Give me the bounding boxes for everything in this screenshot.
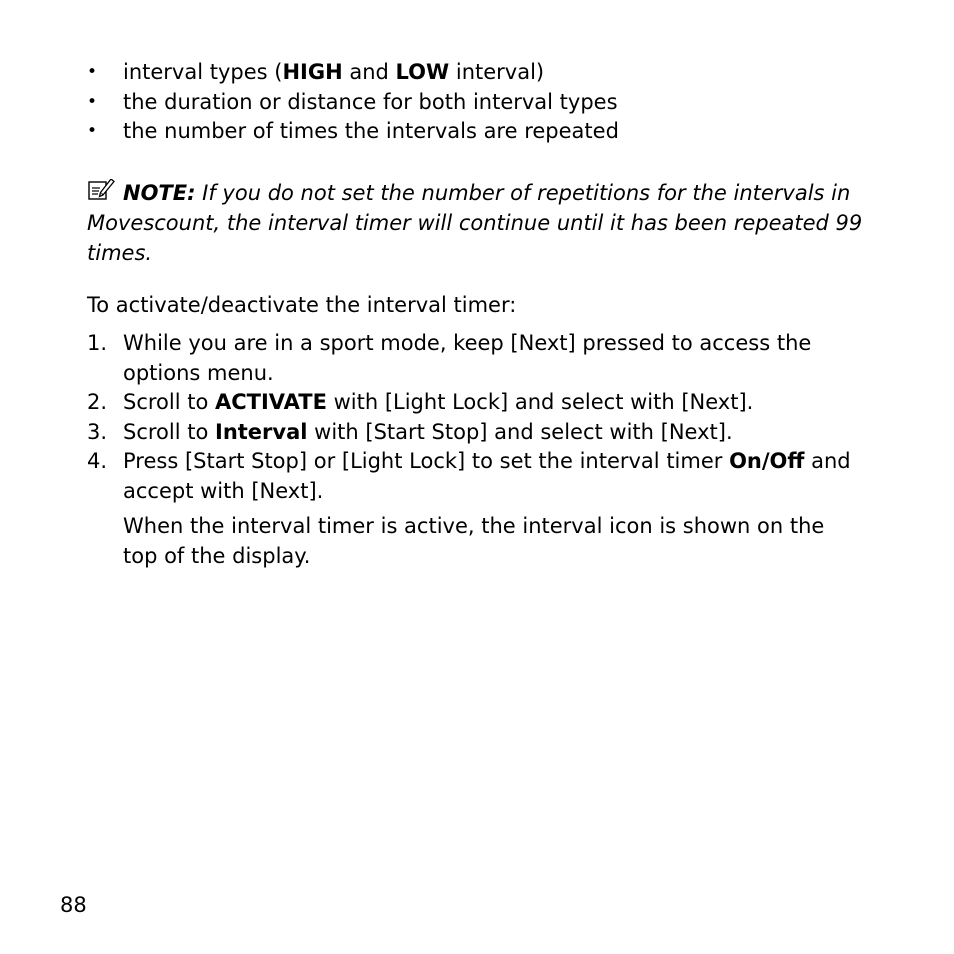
on-off-keyword: On/Off bbox=[729, 449, 805, 473]
note-pencil-icon bbox=[87, 179, 117, 201]
note-label: NOTE: bbox=[123, 181, 196, 205]
list-item-text: interval) bbox=[449, 60, 545, 84]
note-text: If you do not set the number of repetitions for the intervals in Movescount, the interval timer will continue until it has been repeated 99 times. bbox=[87, 181, 863, 265]
note-paragraph bbox=[87, 178, 877, 268]
step-text: with [Start Stop] and select with [Next]. bbox=[307, 419, 733, 444]
step-item bbox=[87, 329, 877, 388]
step-item bbox=[87, 418, 877, 448]
step-item bbox=[87, 388, 877, 418]
bullet-marker: • bbox=[87, 91, 98, 112]
list-item bbox=[87, 58, 887, 88]
list-item-text: the number of times the intervals are repeated bbox=[123, 119, 619, 143]
step-number: 4. bbox=[87, 449, 108, 473]
step-text: and accept with [Next]. bbox=[123, 449, 851, 503]
step-text: Press [Start Stop] or [Light Lock] to set the interval timer bbox=[123, 449, 730, 473]
list-item-text: and bbox=[342, 60, 396, 84]
bullet-marker: • bbox=[87, 62, 98, 82]
list-item-text: interval types ( bbox=[123, 60, 283, 84]
high-keyword: HIGH bbox=[282, 60, 343, 84]
interval-keyword: Interval bbox=[215, 419, 308, 444]
bullet-marker: • bbox=[87, 121, 98, 141]
steps-list bbox=[87, 329, 877, 506]
page-number: 88 bbox=[60, 893, 87, 917]
instructions-intro: To activate/deactivate the interval timer: bbox=[87, 293, 517, 317]
list-item bbox=[87, 88, 887, 118]
step-number: 1. bbox=[87, 331, 108, 355]
step-text: Scroll to bbox=[123, 390, 215, 414]
interval-settings-list bbox=[87, 58, 887, 147]
step-item bbox=[87, 447, 877, 506]
step-text: with [Light Lock] and select with [Next]. bbox=[326, 390, 754, 414]
step-number: 2. bbox=[87, 390, 108, 414]
step-text: Scroll to bbox=[123, 419, 215, 444]
list-item-text: the duration or distance for both interval types bbox=[123, 89, 618, 114]
followup-paragraph: When the interval timer is active, the interval icon is shown on the top of the display. bbox=[123, 514, 825, 568]
step-number: 3. bbox=[87, 419, 108, 444]
activate-keyword: ACTIVATE bbox=[215, 390, 327, 414]
step-text: While you are in a sport mode, keep [Next] pressed to access the options menu. bbox=[123, 331, 812, 385]
list-item bbox=[87, 117, 887, 147]
low-keyword: LOW bbox=[395, 60, 450, 84]
